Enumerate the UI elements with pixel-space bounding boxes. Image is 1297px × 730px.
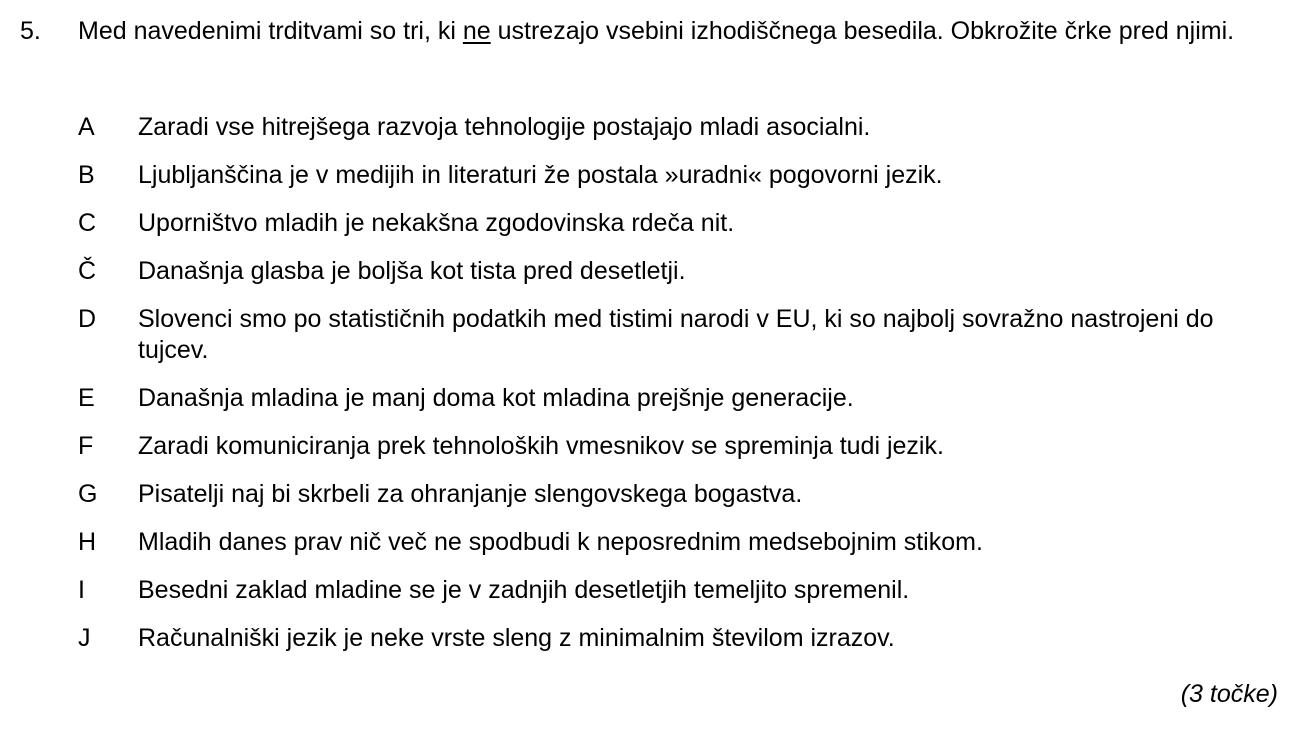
option-text: Slovenci smo po statističnih podatkih med tistimi narodi v EU, ki so najbolj sovražno nastrojeni do tujcev.: [138, 305, 1214, 364]
option-letter[interactable]: B: [78, 161, 95, 189]
option-c[interactable]: [78, 208, 1268, 239]
option-a[interactable]: [78, 112, 1268, 143]
option-text: Mladih danes prav nič več ne spodbudi k neposrednim medsebojnim stikom.: [138, 528, 983, 556]
option-letter[interactable]: Č: [78, 257, 97, 285]
option-e[interactable]: [78, 383, 1268, 414]
option-letter[interactable]: E: [78, 384, 95, 412]
option-letter[interactable]: D: [78, 305, 97, 333]
question-stem-underlined-word: ne: [462, 17, 491, 45]
option-i[interactable]: [78, 575, 1268, 606]
option-h[interactable]: [78, 527, 1268, 558]
option-f[interactable]: [78, 431, 1268, 462]
points-label: (3 točke): [1180, 680, 1278, 708]
question-number: 5.: [20, 17, 41, 45]
option-text: Besedni zaklad mladine se je v zadnjih desetletjih temeljito spremenil.: [138, 576, 910, 604]
option-text: Današnja glasba je boljša kot tista pred desetletji.: [138, 257, 686, 285]
option-letter[interactable]: F: [78, 432, 94, 460]
question-stem: [78, 16, 1268, 47]
option-letter[interactable]: A: [78, 113, 95, 141]
option-text: Računalniški jezik je neke vrste sleng z minimalnim številom izrazov.: [138, 624, 895, 652]
question-stem-text-before: Med navedenimi trditvami so tri, ki: [78, 17, 463, 45]
option-letter[interactable]: I: [78, 576, 85, 604]
option-b[interactable]: [78, 160, 1268, 191]
option-ch[interactable]: [78, 256, 1268, 287]
option-text: Zaradi komuniciranja prek tehnoloških vmesnikov se spreminja tudi jezik.: [138, 432, 944, 460]
option-text: Današnja mladina je manj doma kot mladina prejšnje generacije.: [138, 384, 854, 412]
question-stem-text-after: ustrezajo vsebini izhodiščnega besedila. Obkrožite črke pred njimi.: [490, 17, 1235, 45]
option-text: Uporništvo mladih je nekakšna zgodovinska rdeča nit.: [138, 209, 735, 237]
option-j[interactable]: [78, 623, 1268, 654]
answer-options: [78, 112, 1268, 671]
option-text: Zaradi vse hitrejšega razvoja tehnologije postajajo mladi asocialni.: [138, 113, 871, 141]
option-g[interactable]: [78, 479, 1268, 510]
option-text: Ljubljanščina je v medijih in literaturi že postala »uradni« pogovorni jezik.: [138, 161, 943, 189]
option-letter[interactable]: J: [78, 624, 91, 652]
option-letter[interactable]: G: [78, 480, 98, 508]
option-text: Pisatelji naj bi skrbeli za ohranjanje slengovskega bogastva.: [138, 480, 803, 508]
option-letter[interactable]: H: [78, 528, 97, 556]
option-d[interactable]: [78, 304, 1268, 366]
option-letter[interactable]: C: [78, 209, 97, 237]
